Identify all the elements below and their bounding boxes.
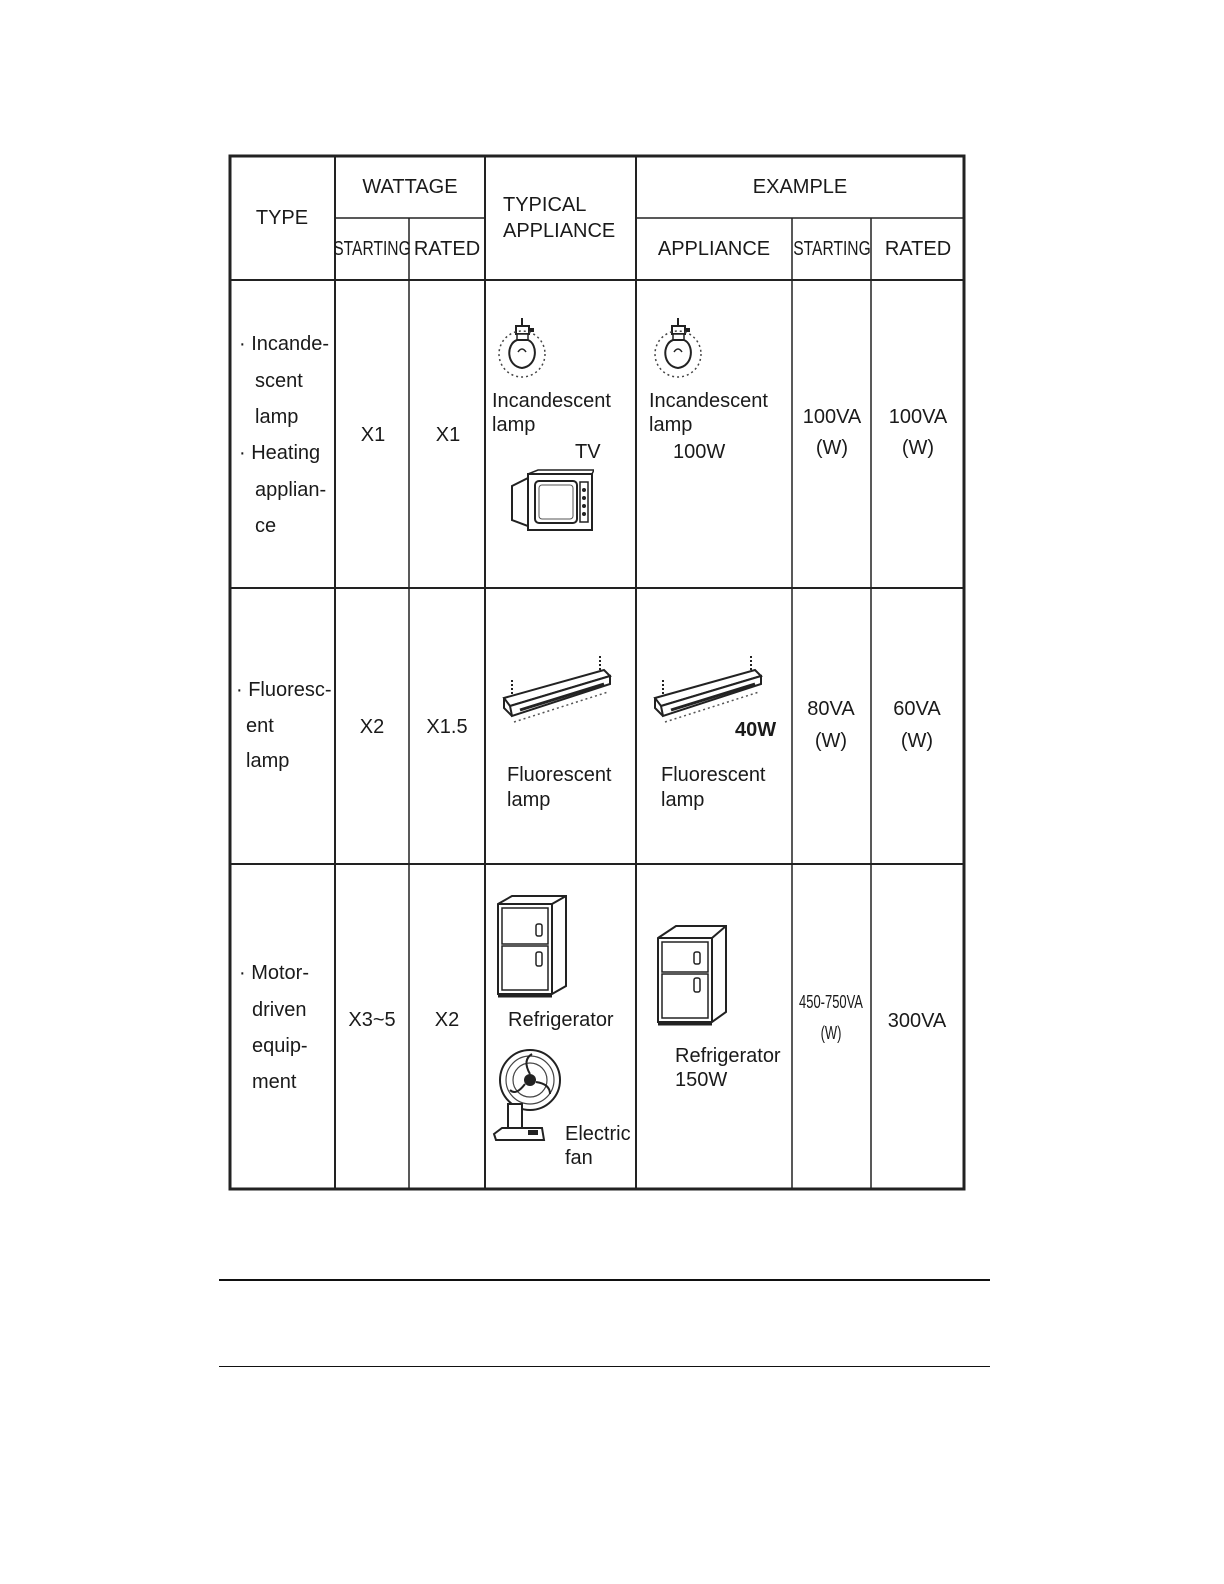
header-type: TYPE [255, 207, 309, 229]
row1-rated: X1 [435, 424, 461, 446]
row1-ex-starting-line2: (W) [815, 437, 849, 459]
row1-ex-rated-line2: (W) [901, 437, 935, 459]
electric-fan-icon [492, 1044, 562, 1146]
row1-type-line3: lamp [255, 406, 299, 428]
row3-typical-label1: Refrigerator [508, 1009, 614, 1031]
row3-example-label1: Refrigerator [675, 1045, 781, 1067]
row3-rated: X2 [434, 1009, 460, 1031]
example-incandescent-lamp-icon [652, 318, 712, 384]
divider-rule-bottom [219, 1366, 990, 1367]
row3-type-line3: equip- [252, 1035, 308, 1057]
header-typical-line2: APPLIANCE [503, 220, 616, 242]
incandescent-lamp-icon [496, 318, 556, 384]
header-wattage-starting: STARTING [333, 238, 411, 260]
row1-typical-label2: lamp [492, 414, 536, 436]
header-example-rated: RATED [884, 238, 952, 260]
refrigerator-icon [496, 894, 570, 1000]
fluorescent-lamp-icon [500, 652, 614, 734]
row2-typical-label1: Fluorescent [507, 764, 612, 786]
row1-example-label2: lamp [649, 414, 693, 436]
row1-type-line5: applian- [255, 479, 327, 501]
row2-example-label1: Fluorescent [661, 764, 766, 786]
row2-example-label3: 40W [735, 719, 777, 741]
row3-typical-label2: Electric [565, 1123, 631, 1145]
row2-ex-starting-line1: 80VA [807, 698, 855, 720]
row1-starting: X1 [360, 424, 386, 446]
divider-rule-top [219, 1279, 990, 1281]
row1-example-label3: 100W [673, 441, 726, 463]
header-wattage: WATTAGE [362, 176, 458, 198]
row1-typical-label1: Incandescent [492, 390, 611, 412]
row2-type-line3: lamp [246, 750, 290, 772]
header-example-appliance: APPLIANCE [657, 238, 771, 260]
header-wattage-rated: RATED [413, 238, 481, 260]
row1-type-line2: scent [255, 370, 303, 392]
header-typical-line1: TYPICAL [503, 194, 587, 216]
row2-ex-starting-line2: (W) [814, 730, 848, 752]
row3-type-line1: · Motor- [239, 962, 309, 984]
row3-type-line2: driven [252, 999, 307, 1021]
row2-rated: X1.5 [426, 716, 468, 738]
header-example: EXAMPLE [752, 176, 848, 198]
row2-starting: X2 [359, 716, 385, 738]
example-refrigerator-icon [656, 922, 730, 1028]
row3-type-line4: ment [252, 1071, 297, 1093]
header-example-starting: STARTING [793, 238, 871, 260]
row3-ex-starting-line2: (W) [820, 1023, 842, 1043]
row3-ex-rated-line1: 300VA [887, 1010, 947, 1032]
row2-type-line2: ent [246, 715, 274, 737]
row2-type-line1: · Fluoresc- [236, 679, 332, 701]
row1-ex-rated-line1: 100VA [888, 406, 948, 428]
row1-type-line1: · Incande- [239, 333, 330, 355]
row3-typical-label3: fan [565, 1147, 593, 1169]
row3-starting: X3~5 [348, 1009, 396, 1031]
row1-typical-label3: TV [575, 441, 601, 463]
row1-ex-starting-line1: 100VA [802, 406, 862, 428]
row1-type-line6: ce [255, 515, 277, 537]
row1-type-line4: · Heating [239, 442, 321, 464]
tv-icon [508, 468, 594, 538]
row2-example-label2: lamp [661, 789, 705, 811]
row2-typical-label2: lamp [507, 789, 551, 811]
row3-ex-starting-line1: 450-750VA [799, 992, 863, 1012]
row3-example-label2: 150W [675, 1069, 728, 1091]
row2-ex-rated-line1: 60VA [893, 698, 941, 720]
row1-example-label1: Incandescent [649, 390, 768, 412]
row2-ex-rated-line2: (W) [900, 730, 934, 752]
